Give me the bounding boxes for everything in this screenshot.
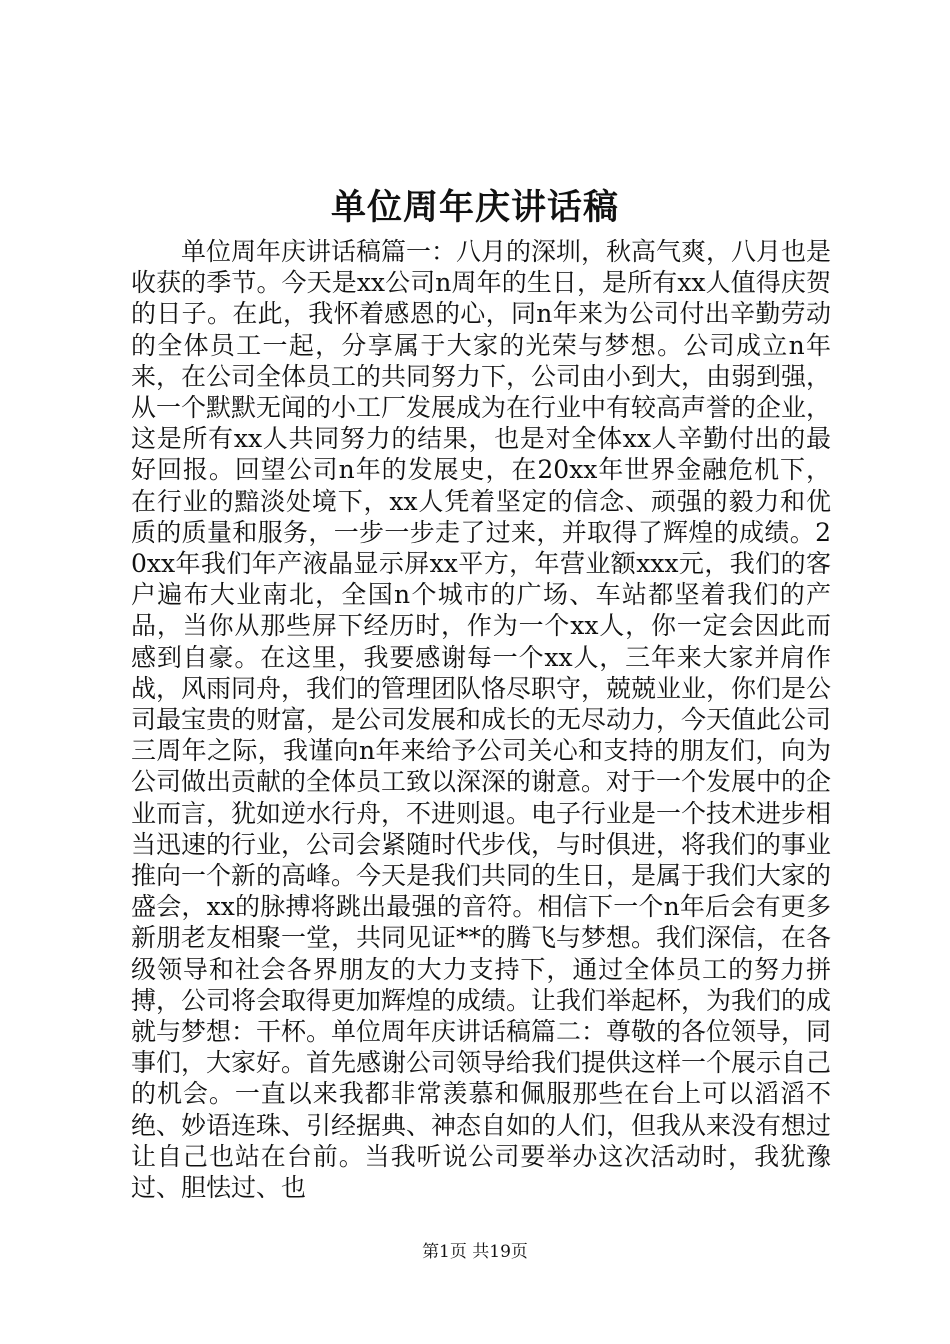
document-title: 单位周年庆讲话稿 — [330, 187, 619, 228]
page-number: 第1页 共19页 — [422, 1242, 528, 1262]
document-body: 单位周年庆讲话稿篇一：八月的深圳，秋高气爽，八月也是收获的季节。今天是xx公司n周年的生日，是所有xx人值得庆贺的日子。在此，我怀着感恩的心，同n年来为公司付出辛勤劳动的全体员工一起，分享属于大家的光荣与梦想。公司成立n年来，在公司全体员工的共同努力下，公司由小到大，由弱到强，从一个默默无闻的小工厂发展成为在行业中有较高声誉的企业，这是所有xx人共同努力的结果，也是对全体xx人辛勤付出的最好回报。回望公司n年的发展史，在20xx年世界金融危机下，在行业的黯淡处境下，xx人凭着坚定的信念、顽强的毅力和优质的质量和服务，一步一步走了过来，并取得了辉煌的成绩。20xx年我们年产液晶显示屏xx平方，年营业额xxx元，我们的客户遍布大业南北，全国n个城市的广场、车站都坚着我们的产品，当你从那些屏下经历时，作为一个xx人，你一定会因此而感到自豪。在这里，我要感谢每一个xx人，三年来大家并肩作战，风雨同舟，我们的管理团队恪尽职守，兢兢业业，你们是公司最宝贵的财富，是公司发展和成长的无尽动力，今天值此公司三周年之际，我谨向n年来给予公司关心和支持的朋友们，向为公司做出贡献的全体员工致以深深的谢意。对于一个发展中的企业而言，犹如逆水行舟，不进则退。电子行业是一个技术进步相当迅速的行业，公司会紧随时代步伐，与时俱进，将我们的事业推向一个新的高峰。今天是我们共同的生日，是属于我们大家的盛会，xx的脉搏将跳出最强的音符。相信下一个n年后会有更多新朋老友相聚一堂，共同见证**的腾飞与梦想。我们深信，在各级领导和社会各界朋友的大力支持下，通过全体员工的努力拼搏，公司将会取得更加辉煌的成绩。让我们举起杯，为我们的成就与梦想：干杯。单位周年庆讲话稿篇二：尊敬的各位领导，同事们，大家好。首先感谢公司领导给我们提供这样一个展示自己的机会。一直以来我都非常羡慕和佩服那些在台上可以滔滔不绝、妙语连珠、引经据典、神态自如的人们，但我从来没有想过让自己也站在台前。当我听说公司要举办这次活动时，我犹豫过、胆怯过、也 — [131, 237, 832, 1203]
